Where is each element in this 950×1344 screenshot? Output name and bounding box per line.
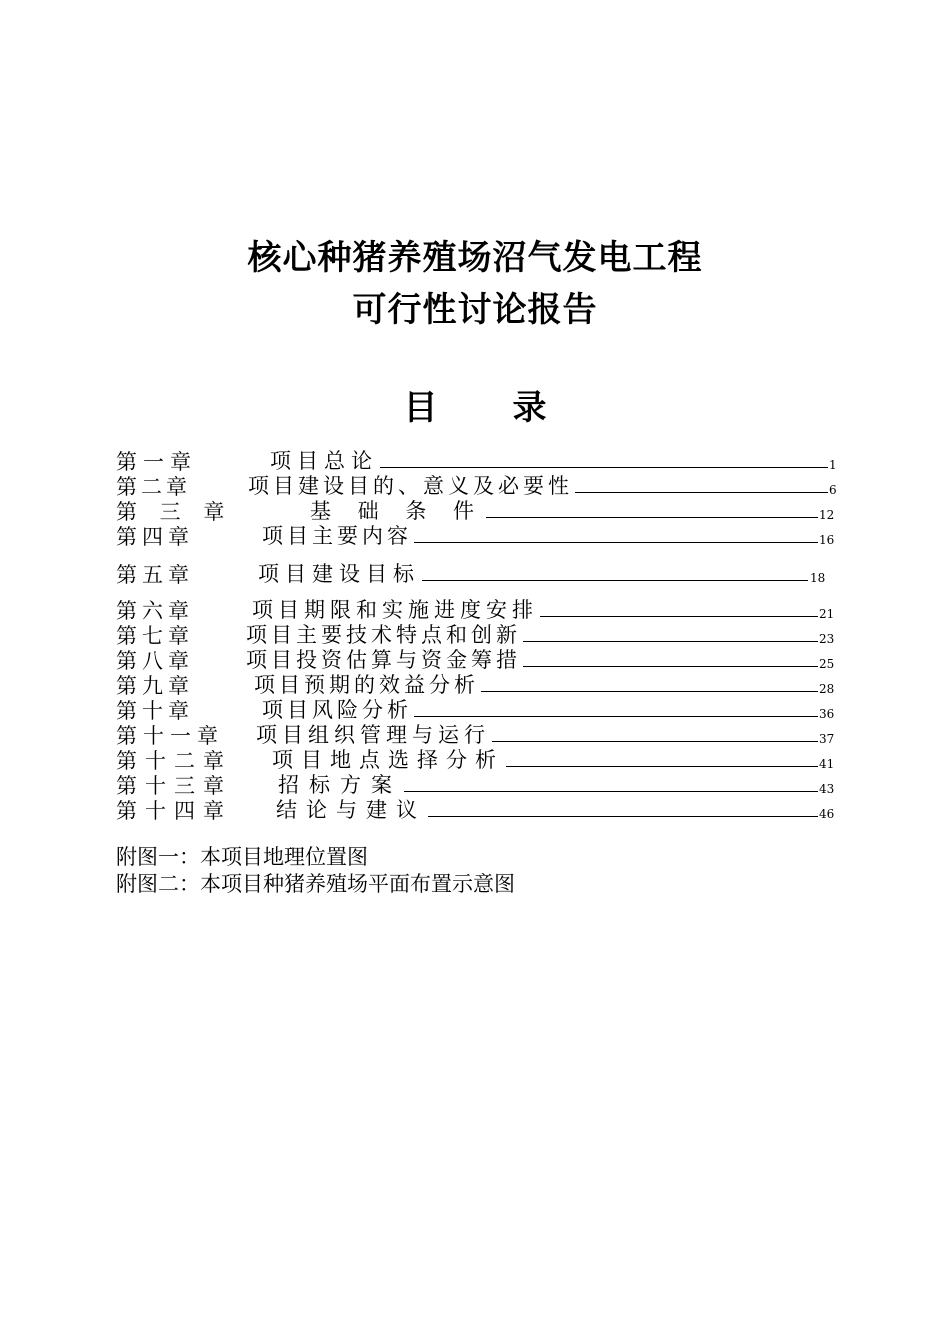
toc-dot-leader [540,616,818,617]
toc-page-number: 46 [819,807,835,821]
toc-entry[interactable] [116,622,950,648]
toc-dot-leader [414,542,818,543]
toc-chapter-label: 第一章 [116,450,197,474]
toc-chapter-label: 第十一章 [116,724,224,748]
toc-page-number: 28 [819,682,835,696]
document-title-line1: 核心种猪养殖场沼气发电工程 [247,238,703,278]
toc-entry[interactable] [116,772,950,798]
toc-page-number: 12 [819,508,835,522]
toc-entry[interactable] [116,747,950,773]
toc-chapter-label: 第九章 [116,674,194,698]
toc-chapter-label: 第五章 [116,563,194,587]
toc-dot-leader [404,791,818,792]
toc-dot-leader [481,691,818,692]
toc-entry-title: 项目投资估算与资金筹措 [246,648,521,672]
toc-page-number: 43 [819,782,835,796]
appendix-item-1: 附图一：本项目地理位置图 [116,845,368,869]
toc-page-number: 1 [829,458,837,472]
toc-entry-title: 项目预期的效益分析 [254,673,479,697]
toc-entry-title: 项目主要内容 [262,524,412,548]
toc-entry-title: 项目风险分析 [262,698,412,722]
toc-entry-title: 项目建设目的、意义及必要性 [248,474,573,498]
toc-page-number: 25 [819,657,835,671]
toc-chapter-label: 第十章 [116,699,194,723]
toc-entry[interactable] [116,647,950,673]
toc-chapter-label: 第十四章 [116,799,232,823]
toc-dot-leader [428,816,818,817]
toc-chapter-label: 第八章 [116,649,194,673]
toc-chapter-label: 第七章 [116,624,194,648]
toc-entry-title: 基 础 条 件 [310,499,485,523]
toc-entry[interactable] [116,561,950,587]
document-title-line2: 可行性讨论报告 [352,290,598,330]
toc-chapter-label: 第二章 [116,475,191,499]
toc-page-number: 6 [829,483,837,497]
toc-entry-title: 项目主要技术特点和创新 [246,623,521,647]
toc-dot-leader [486,517,818,518]
toc-entry-title: 项目总论 [270,449,378,473]
toc-entry[interactable] [116,523,950,549]
toc-entry-title: 项目地点选择分析 [272,748,504,772]
toc-dot-leader [575,492,828,493]
appendix-item-2: 附图二：本项目种猪养殖场平面布置示意图 [116,872,515,896]
toc-entry[interactable] [116,473,950,499]
toc-page-number: 23 [819,632,835,646]
toc-chapter-label: 第十三章 [116,774,232,798]
toc-dot-leader [523,641,818,642]
toc-entry[interactable] [116,722,950,748]
toc-chapter-label: 第四章 [116,525,194,549]
toc-dot-leader [523,666,818,667]
toc-page-number: 16 [819,533,835,547]
toc-entry-title: 项目组织管理与运行 [256,723,490,747]
toc-entry-title: 项目建设目标 [258,562,420,586]
toc-page-number: 37 [819,732,835,746]
toc-entry-title: 项目期限和实施进度安排 [252,598,538,622]
toc-page-number: 18 [810,571,826,585]
toc-dot-leader [422,580,808,581]
toc-heading: 目录 [403,388,622,428]
toc-entry[interactable] [116,797,950,823]
toc-entry[interactable] [116,697,950,723]
toc-entry-title: 结论与建议 [276,798,426,822]
toc-entry-title: 招标方案 [278,773,402,797]
toc-chapter-label: 第十二章 [116,749,232,773]
toc-dot-leader [414,716,818,717]
toc-dot-leader [506,766,818,767]
toc-entry[interactable] [116,672,950,698]
toc-chapter-label: 第 三 章 [116,500,233,524]
toc-entry[interactable] [116,597,950,623]
toc-dot-leader [380,467,828,468]
toc-chapter-label: 第六章 [116,599,194,623]
toc-page-number: 36 [819,707,835,721]
toc-entry[interactable] [116,448,950,474]
toc-entry[interactable] [116,498,950,524]
toc-page-number: 41 [819,757,835,771]
toc-dot-leader [492,741,818,742]
toc-page-number: 21 [819,607,835,621]
